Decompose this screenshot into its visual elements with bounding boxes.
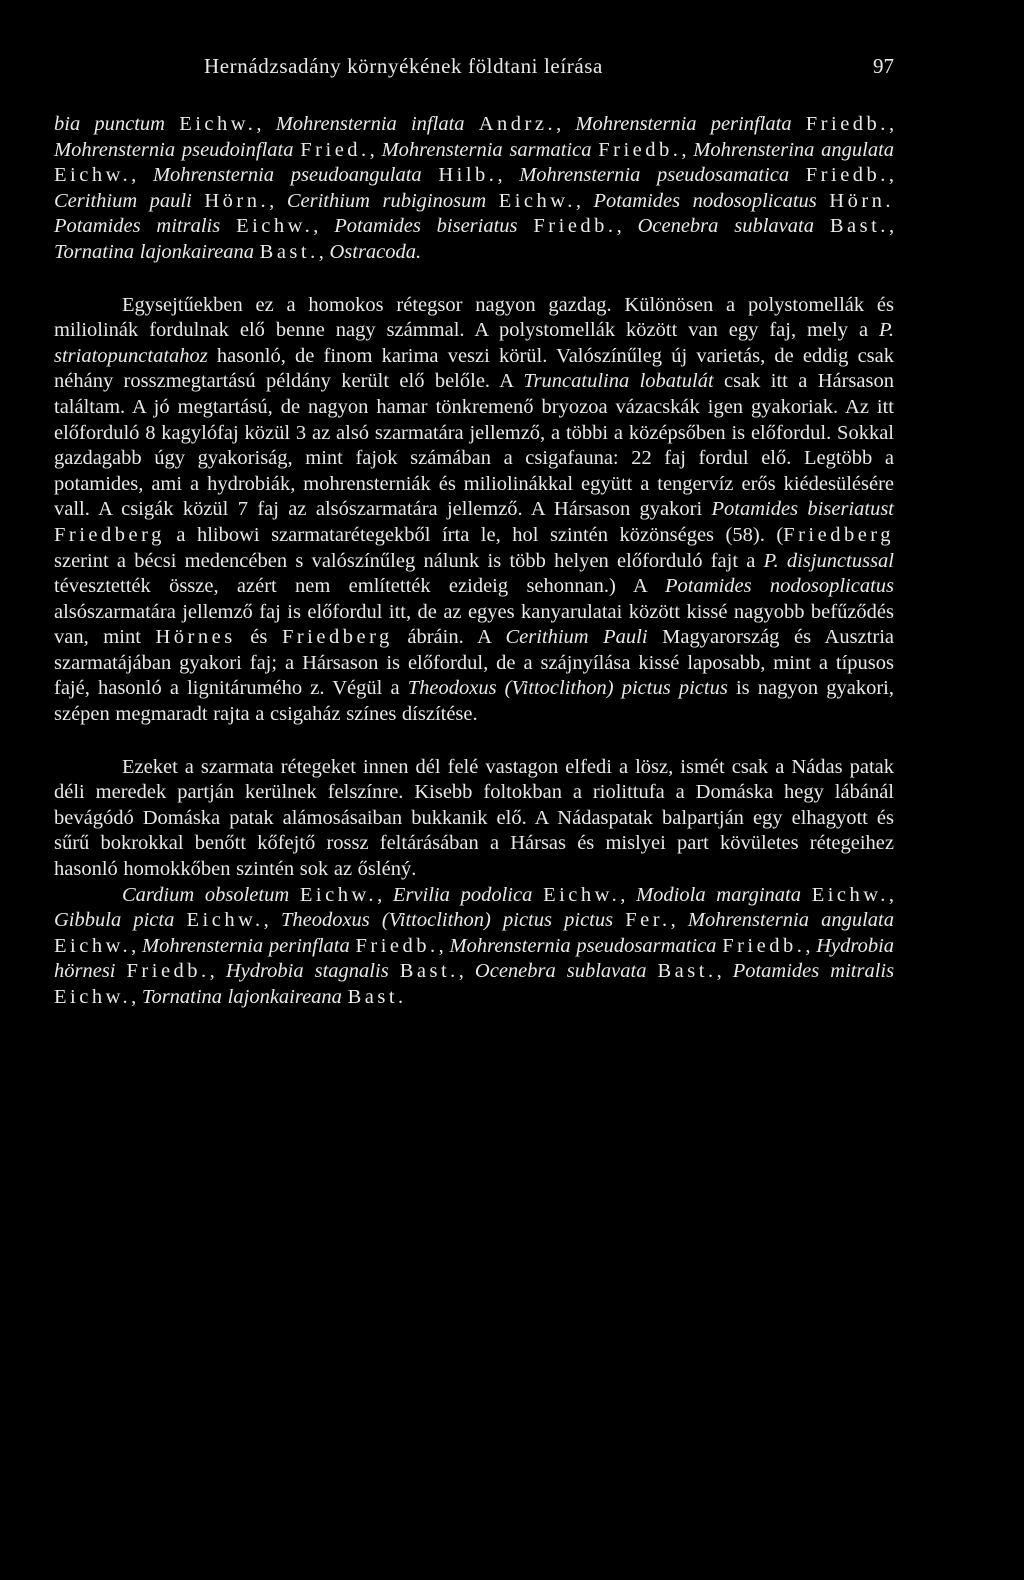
taxon-name: Tornatina lajonkaireana xyxy=(141,986,342,1008)
taxon-name: Cerithium rubiginosum xyxy=(286,189,487,212)
text-run xyxy=(613,909,625,931)
text-run: , xyxy=(681,138,694,161)
taxon-name: Mohrensternia pseudoangulata xyxy=(152,164,422,187)
body-text xyxy=(54,112,894,1011)
taxon-name: Ocenebra sublavata xyxy=(637,215,814,238)
text-run xyxy=(289,884,300,906)
taxon-name: Hydrobia hörnesi xyxy=(54,934,895,983)
taxon-name: Mohrensternia perinflata xyxy=(575,113,792,135)
text-run xyxy=(165,113,179,135)
text-run: hasonló, de finom karima veszi körül. Valószínűleg új varietás, de eddig csak néhány rosszmegtartású példány került elő belőle. A xyxy=(54,344,894,393)
taxon-name: Mohrensternia pseudosamatica xyxy=(519,164,790,187)
author-name: Eichw. xyxy=(54,164,132,187)
author-name: Friedberg xyxy=(281,626,393,649)
author-name: Eichw. xyxy=(179,113,257,135)
author-name: Hilb. xyxy=(438,164,498,187)
taxon-name: Tornatina lajonkaireana xyxy=(54,240,255,263)
text-run xyxy=(646,960,657,982)
text-run: , xyxy=(377,883,393,906)
text-run xyxy=(532,884,543,906)
page-number: 97 xyxy=(873,54,894,78)
author-name: Bast. xyxy=(347,986,407,1008)
taxon-name: Theodoxus (Vittoclithon) pictus pictus xyxy=(280,909,614,932)
author-name: Friedb. xyxy=(598,138,682,161)
author-name: Friedberg xyxy=(783,523,894,546)
author-name: Andrz. xyxy=(478,113,557,135)
taxon-name: Ostracoda. xyxy=(329,240,422,263)
text-run: is nagyon gyakori, szépen megmaradt rajta a csigaház színes díszítése. xyxy=(54,677,894,726)
text-run xyxy=(422,164,439,186)
paragraph-species-list-2 xyxy=(54,883,894,1011)
taxon-name: Mohrensternia perinflata xyxy=(142,934,350,957)
text-run xyxy=(465,113,479,135)
running-title: Hernádzsadány környékének földtani leírása xyxy=(204,54,603,78)
text-run: , xyxy=(616,215,638,238)
taxon-name: Potamides nodosoplicatus xyxy=(593,189,817,212)
author-name: Hörn. xyxy=(204,189,270,212)
author-name: Eichw. xyxy=(811,883,889,906)
text-run xyxy=(792,113,806,135)
text-run: ábráin. A xyxy=(392,626,506,649)
author-name: Hörn. xyxy=(829,189,895,212)
text-run xyxy=(789,164,806,186)
author-name: Hörnes xyxy=(155,626,236,649)
text-run: Egysejtűekben ez a homokos rétegsor nagyon gazdag. Különösen a polystomellák és miliolinák fordulnak elő benne nagy számmal. A polystomellák között van egy faj, mely a xyxy=(54,293,894,342)
text-run: tévesztették össze, azért nem említették ezideig sehonnan.) A xyxy=(54,575,665,598)
author-name: Fer. xyxy=(625,909,671,932)
text-run: , xyxy=(716,960,733,983)
author-name: Bast. xyxy=(657,960,717,983)
author-name: Friedb. xyxy=(805,113,889,135)
taxon-name: Hydrobia stagnalis xyxy=(225,960,389,983)
text-run: , xyxy=(670,909,688,932)
author-name: Eichw. xyxy=(543,883,621,906)
paragraph-main-discussion xyxy=(54,293,894,728)
author-name: Friedb. xyxy=(126,960,210,983)
text-run xyxy=(518,215,534,237)
author-name: Bast. xyxy=(399,960,459,983)
text-run: , xyxy=(263,909,281,932)
author-name: Eichw. xyxy=(299,883,378,906)
taxon-name: Truncatulina lobatulát xyxy=(523,370,714,393)
text-run: , xyxy=(269,189,287,212)
text-run: Magyarország és Ausztria szarmatájában gyakori faj; a Hársason is előfordul, de a szájnyílása kissé laposabb, mint a típusos fajé, hasonló a lignitárumého z. Végül a xyxy=(54,626,895,700)
text-run xyxy=(192,190,205,212)
taxon-name: Mohrensternia inflata xyxy=(275,113,465,135)
author-name: Eichw. xyxy=(54,934,132,957)
text-run: , xyxy=(888,113,895,135)
author-name: Fried. xyxy=(300,138,370,161)
text-run: , xyxy=(131,986,142,1008)
text-run xyxy=(486,190,499,212)
taxon-name: Gibbula picta xyxy=(54,909,175,932)
text-run xyxy=(220,215,236,237)
author-name: Friedb. xyxy=(722,934,806,957)
taxon-name: Potamides mitralis xyxy=(732,960,895,983)
text-run: és xyxy=(235,626,282,649)
text-run: szerint a bécsi medencében s valószínűleg nálunk is több helyen előforduló fajt a xyxy=(54,549,764,572)
page-header xyxy=(54,54,894,88)
taxon-name: Potamides nodosoplicatus xyxy=(665,575,894,598)
text-run: , xyxy=(131,164,153,187)
author-name: Friedberg xyxy=(54,523,165,546)
text-run: , xyxy=(369,138,382,161)
text-run: , xyxy=(888,164,895,187)
author-name: Eichw. xyxy=(498,189,576,212)
text-run: , xyxy=(209,960,226,983)
text-run: , xyxy=(318,240,330,263)
taxon-name: Mohrensternia pseudoinflata xyxy=(54,138,294,161)
text-run: , xyxy=(256,113,276,135)
taxon-name: Cerithium Pauli xyxy=(505,626,648,649)
text-run: , xyxy=(458,960,475,983)
text-run: , xyxy=(888,215,895,238)
taxon-name: Mohrensternia sarmatica xyxy=(381,138,592,161)
text-run xyxy=(174,909,186,931)
text-run: , xyxy=(805,934,817,957)
taxon-name: Ocenebra sublavata xyxy=(474,960,647,983)
text-run xyxy=(814,215,830,237)
taxon-name: Cerithium pauli xyxy=(54,189,192,212)
author-name: Bast. xyxy=(259,240,319,263)
author-name: Bast. xyxy=(829,215,889,238)
text-run: , xyxy=(556,113,576,135)
text-run: , xyxy=(620,883,637,906)
taxon-name: Modiola marginata xyxy=(636,883,801,906)
author-name: Eichw. xyxy=(54,986,132,1008)
text-run: , xyxy=(131,934,143,957)
taxon-name: P. striatopunctatahoz xyxy=(54,319,894,367)
taxon-name: Potamides biseriatus xyxy=(334,215,518,238)
text-run xyxy=(116,960,127,982)
text-run xyxy=(389,960,400,982)
author-name: Friedb. xyxy=(533,215,617,238)
author-name: Eichw. xyxy=(236,215,314,238)
paragraph-species-list-1 xyxy=(54,112,894,266)
text-run: alsószarmatára jellemző faj is előfordul itt, de az egyes kanyarulatai között kissé nagyobb befűződés van, mint xyxy=(54,600,894,649)
author-name: Eichw. xyxy=(186,909,264,932)
taxon-name: Potamides mitralis xyxy=(54,215,221,238)
taxon-name: Ervilia podolica xyxy=(392,883,533,906)
taxon-name: bia punctum xyxy=(54,113,165,135)
text-run: Ezeket a szarmata rétegeket innen dél felé vastagon elfedi a lösz, ismét csak a Nádas patak déli meredek partján kerülnek felszínre. Kisebb foltokban a riolittufa a Domáska hegy lábánál bevágódó Domáska patak alámosásaiban bukkanik elő. A Nádaspatak balpartján egy elhagyott és sűrű bokrokkal benőtt kőfejtő rossz feltárásában a Hársas és mislyei part kövületes rétegeihez hasonló homokkőben szintén sok az ősléný. xyxy=(54,755,894,881)
taxon-name: P. disjunctussal xyxy=(763,549,894,572)
text-run: csak itt a Hársason találtam. A jó megtartású, de nagyon hamar tönkremenő bryozoa vázacskák igen gyakoriak. Az itt előforduló 8 kagylófaj közül 3 az alsó szarmatára jellemző, a többi a középsőben is előfordul. Sokkal gazdagabb úgy gyakoriság, mint fajok számában a csigafauna: 22 faj fordul elő. Legtöbb a potamides, ami a hydrobiák, mohrensterniák és miliolinákkal együtt a tengervíz erős kiédesülésére vall. A csigák közül 7 faj az alsószarmatára jellemző. A Hársason gyakori xyxy=(54,370,894,521)
text-run xyxy=(817,190,830,212)
text-run: , xyxy=(438,934,450,957)
text-run: , xyxy=(313,215,335,238)
author-name: Friedb. xyxy=(805,164,889,187)
author-name: Friedb. xyxy=(355,934,439,957)
taxon-name: Mohrensterina angulata xyxy=(693,138,895,161)
taxon-name: Mohrensternia pseudosarmatica xyxy=(449,934,717,957)
text-run: , xyxy=(888,883,895,906)
taxon-name: Mohrensternia angulata xyxy=(687,909,895,932)
text-run: , xyxy=(575,189,594,212)
taxon-name: Theodoxus (Vittoclithon) pictus pictus xyxy=(407,677,728,700)
text-run: , xyxy=(497,164,520,187)
text-run xyxy=(801,884,812,906)
paragraph-loess-section xyxy=(54,755,894,883)
text-run: a hlibowi szarmatarétegekből írta le, hol szintén közönséges (58). ( xyxy=(164,523,784,546)
taxon-name: Potamides biseriatust xyxy=(711,498,894,521)
taxon-name: Cardium obsoletum xyxy=(122,883,290,906)
